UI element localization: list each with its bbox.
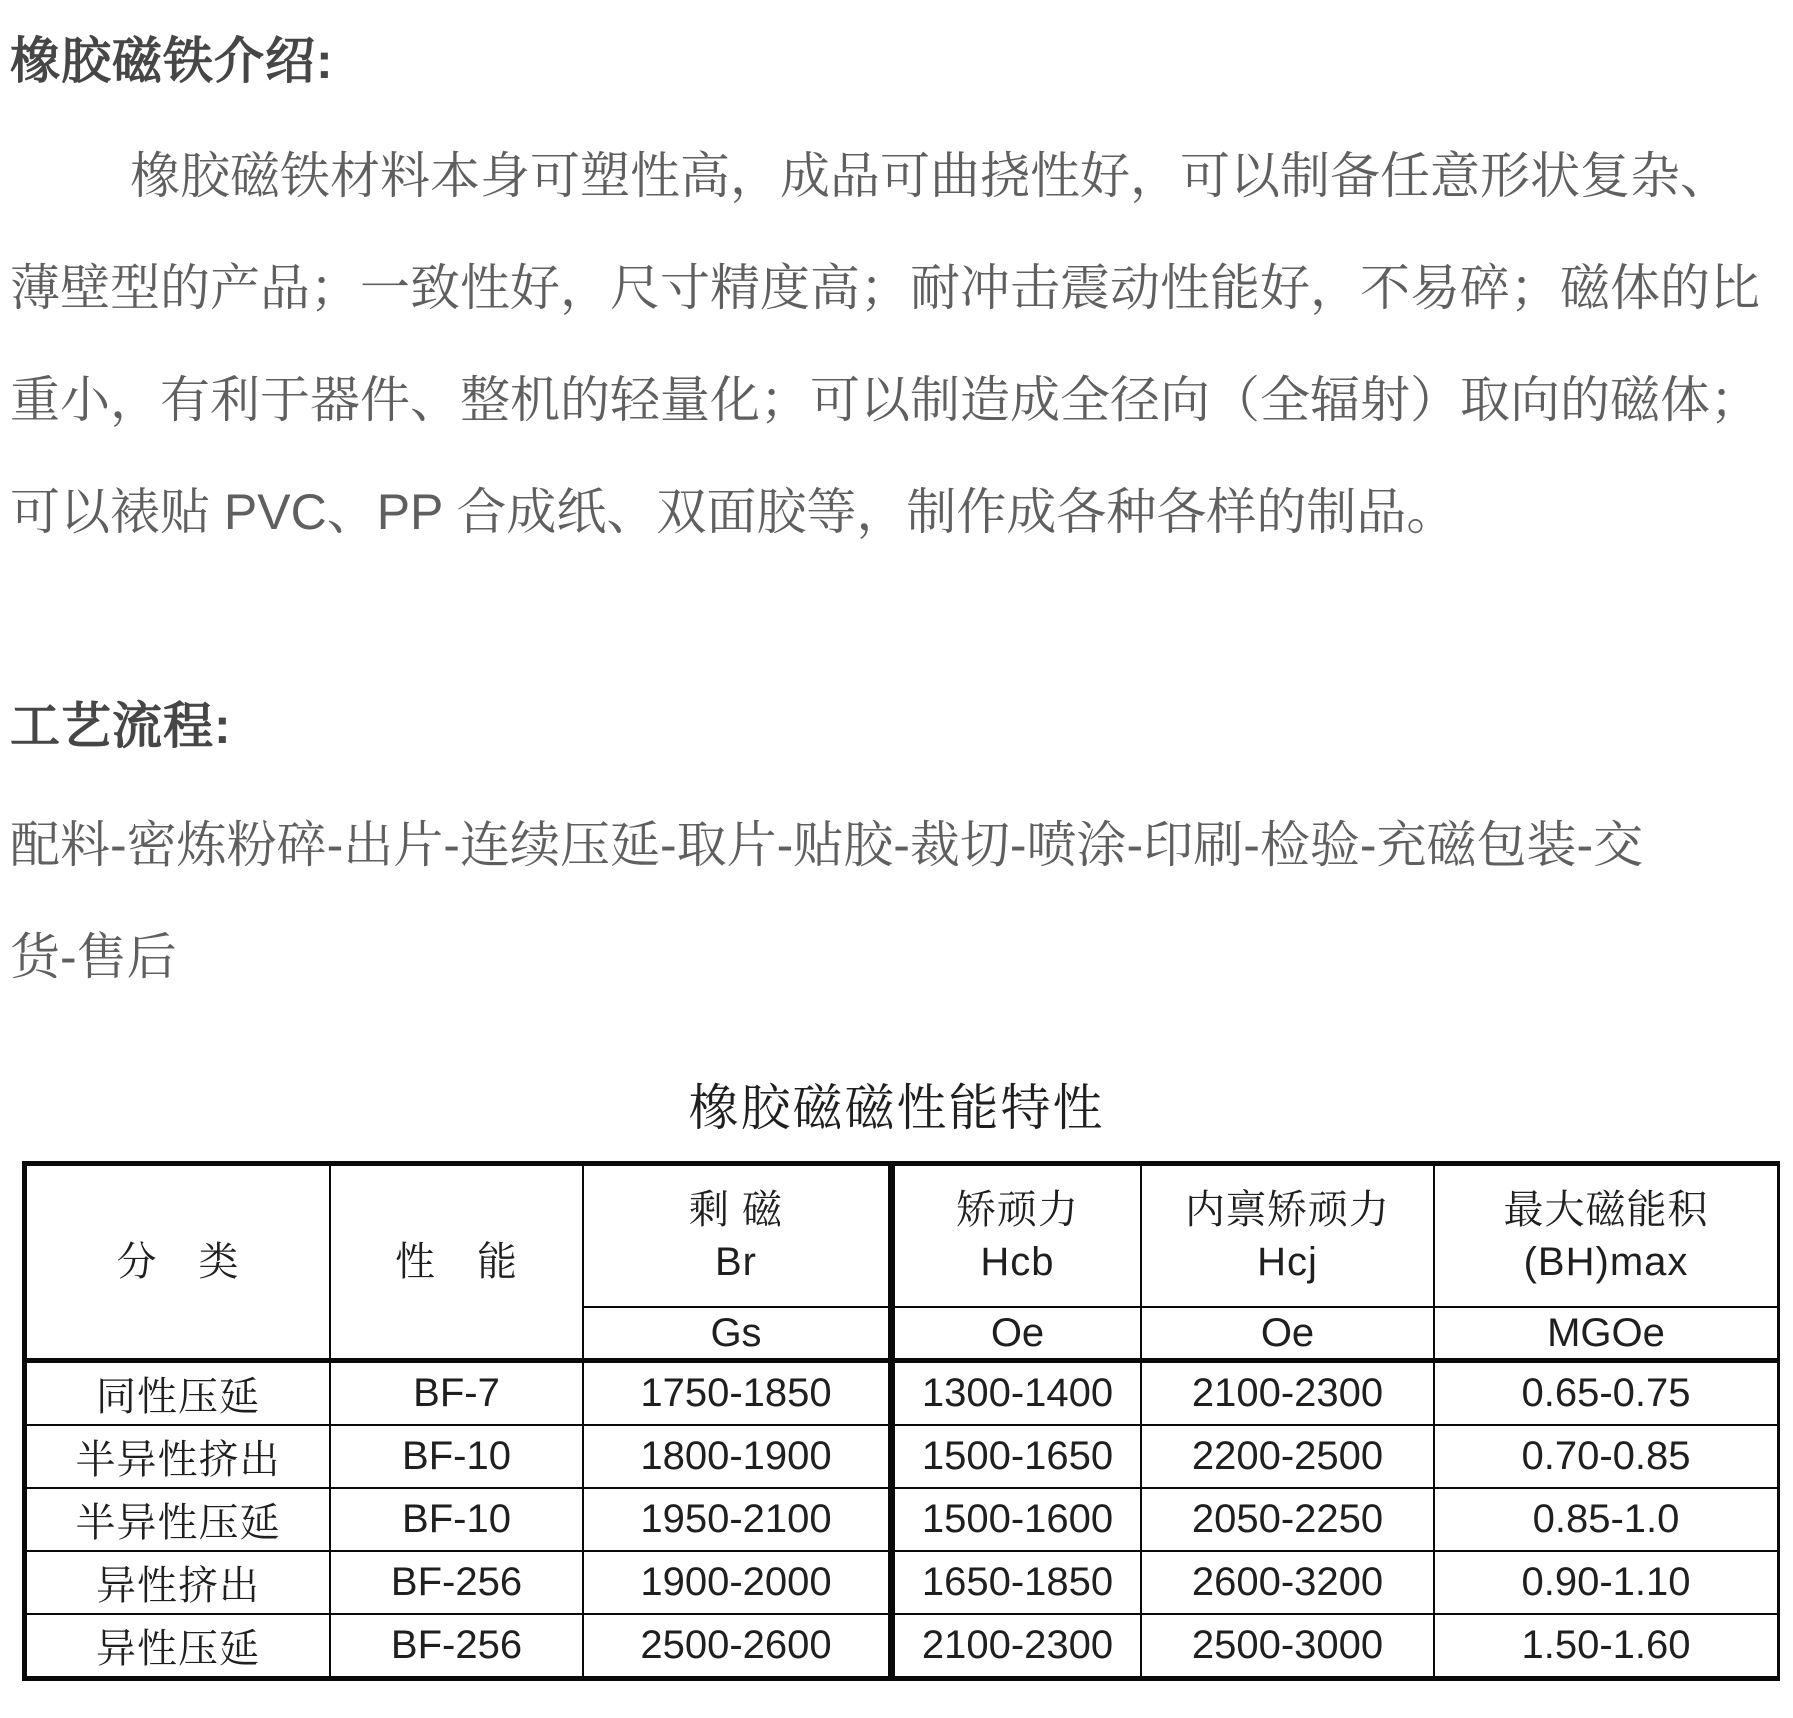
header-intrinsic-coercivity [1142,1166,1435,1308]
cell-hcb: 1500-1600 [890,1489,1142,1552]
cell-category: 异性压延 [27,1615,331,1676]
cell-br: 1800-1900 [584,1426,890,1489]
process-paragraph-line: 配料-密炼粉碎-出片-连续压延-取片-贴胶-裁切-喷涂-印刷-检验-充磁包装-交 [10,817,1644,873]
cell-bhmax: 0.65-0.75 [1435,1363,1777,1426]
header-intrinsic-coercivity-symbol: Hcj [1257,1240,1318,1284]
cell-hcj: 2500-3000 [1142,1615,1435,1676]
cell-hcb: 1650-1850 [890,1552,1142,1615]
process-heading: 工艺流程: [10,698,232,754]
cell-br: 1900-2000 [584,1552,890,1615]
header-category [27,1166,331,1363]
cell-hcj: 2600-3200 [1142,1552,1435,1615]
cell-br: 2500-2600 [584,1615,890,1676]
unit-oe-hcb: Oe [890,1308,1142,1363]
table-title: 橡胶磁磁性能特性 [688,1080,1105,1136]
table-row [27,1426,1777,1489]
cell-category: 半异性压延 [27,1489,331,1552]
cell-br: 1950-2100 [584,1489,890,1552]
cell-br: 1750-1850 [584,1363,890,1426]
cell-bhmax: 0.90-1.10 [1435,1552,1777,1615]
unit-mgoe: MGOe [1435,1308,1777,1363]
header-performance-label: 性 能 [395,1240,518,1284]
cell-hcb: 2100-2300 [890,1615,1142,1676]
intro-paragraph-line: 橡胶磁铁材料本身可塑性高，成品可曲挠性好，可以制备任意形状复杂、 [130,148,1730,204]
cell-hcj: 2200-2500 [1142,1426,1435,1489]
header-max-energy-product-label: 最大磁能积 [1503,1188,1709,1232]
cell-category: 异性挤出 [27,1552,331,1615]
intro-paragraph [10,120,1783,568]
document-page [0,28,1793,1681]
intro-paragraph-line: 重小，有利于器件、整机的轻量化；可以制造成全径向（全辐射）取向的磁体； [10,372,1760,428]
intro-paragraph-line: 可以裱贴 PVC、PP 合成纸、双面胶等，制作成各种各样的制品。 [10,484,1457,540]
intro-heading: 橡胶磁铁介绍: [10,33,334,89]
cell-grade: BF-7 [331,1363,584,1426]
cell-grade: BF-256 [331,1615,584,1676]
header-category-label: 分 类 [116,1240,240,1284]
header-performance [331,1166,584,1363]
cell-category: 半异性挤出 [27,1426,331,1489]
table-row [27,1615,1777,1676]
header-intrinsic-coercivity-label: 内禀矫顽力 [1185,1188,1390,1232]
process-paragraph [10,789,1783,1013]
table-header-row-main [27,1166,1777,1308]
unit-oe-hcj: Oe [1142,1308,1435,1363]
table-row [27,1552,1777,1615]
header-remanence-label: 剩 磁 [688,1188,784,1232]
performance-table [22,1161,1780,1681]
table-row [27,1363,1777,1426]
cell-grade: BF-256 [331,1552,584,1615]
header-max-energy-product [1435,1166,1777,1308]
unit-gs: Gs [584,1308,890,1363]
header-max-energy-product-symbol: (BH)max [1523,1240,1689,1284]
cell-category: 同性压延 [27,1363,331,1426]
cell-bhmax: 1.50-1.60 [1521,1623,1691,1667]
cell-hcb: 1300-1400 [890,1363,1142,1426]
header-remanence [584,1166,890,1308]
cell-hcj: 2050-2250 [1142,1489,1435,1552]
header-coercivity-symbol: Hcb [980,1240,1055,1284]
table-row [27,1489,1777,1552]
cell-hcj: 2100-2300 [1142,1363,1435,1426]
header-coercivity-label: 矫顽力 [956,1188,1079,1232]
header-remanence-symbol: Br [715,1240,757,1284]
header-coercivity [890,1166,1142,1308]
cell-grade: BF-10 [331,1426,584,1489]
process-paragraph-line: 货-售后 [10,929,177,985]
intro-paragraph-line: 薄壁型的产品；一致性好，尺寸精度高；耐冲击震动性能好，不易碎；磁体的比 [10,260,1760,316]
cell-bhmax: 0.85-1.0 [1435,1489,1777,1552]
cell-hcb: 1500-1650 [890,1426,1142,1489]
cell-bhmax: 0.70-0.85 [1435,1426,1777,1489]
cell-grade: BF-10 [331,1489,584,1552]
